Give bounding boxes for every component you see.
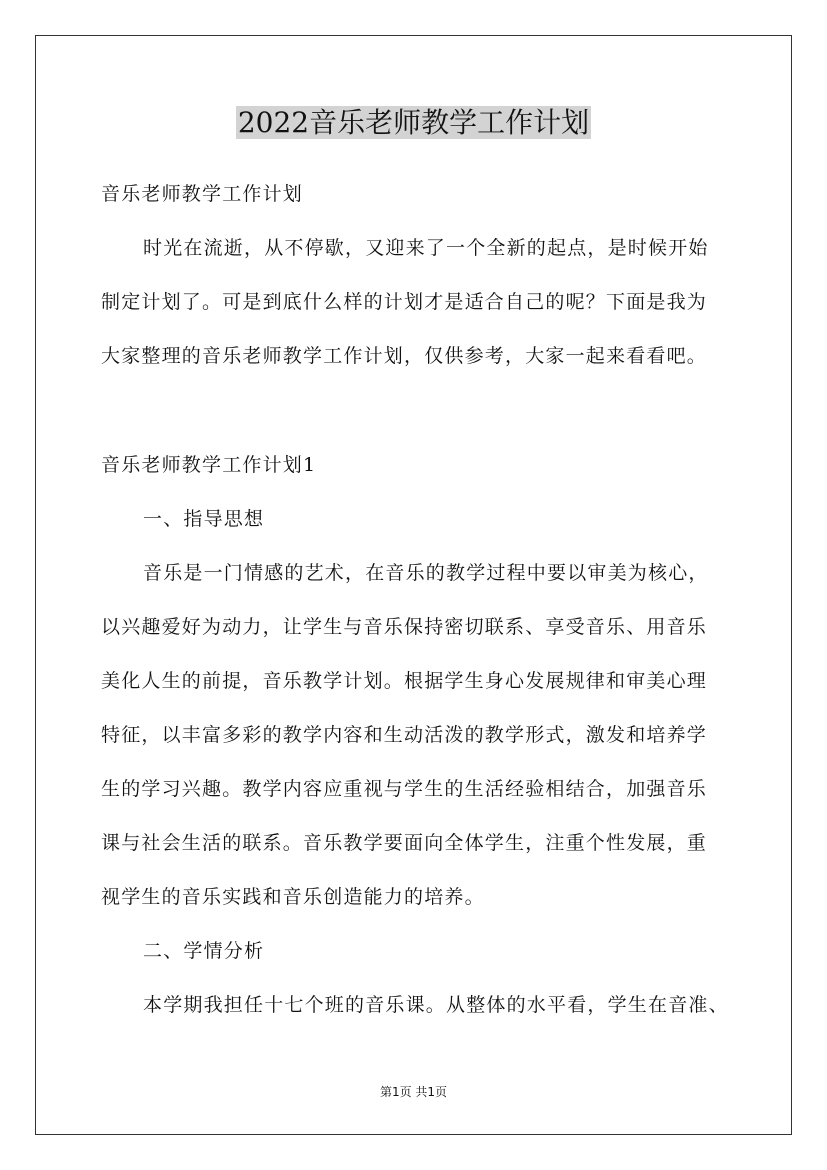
document-subtitle: 音乐老师教学工作计划: [101, 183, 304, 205]
section1-line-5: 生的学习兴趣。教学内容应重视与学生的生活经验相结合，加强音乐: [101, 778, 708, 800]
document-title-text: 2022音乐老师教学工作计划: [237, 106, 590, 139]
section1-line-1: 音乐是一门情感的艺术，在音乐的教学过程中要以审美为核心，: [143, 562, 709, 584]
section1-line-2: 以兴趣爱好为动力，让学生与音乐保持密切联系、享受音乐、用音乐: [101, 616, 708, 638]
document-title: [0, 103, 827, 143]
section2-heading: 二、学情分析: [143, 940, 265, 962]
section1-line-7: 视学生的音乐实践和音乐创造能力的培养。: [101, 886, 485, 908]
section1-line-6: 课与社会生活的联系。音乐教学要面向全体学生，注重个性发展，重: [101, 832, 708, 854]
intro-line-1: 时光在流逝，从不停歇，又迎来了一个全新的起点，是时候开始: [143, 237, 709, 259]
section2-line-1: 本学期我担任十七个班的音乐课。从整体的水平看，学生在音准、: [143, 994, 729, 1016]
section1-line-3: 美化人生的前提，音乐教学计划。根据学生身心发展规律和审美心理: [101, 670, 708, 692]
plan-heading: 音乐老师教学工作计划1: [101, 454, 317, 476]
page-footer: 第1页 共1页: [379, 1085, 448, 1099]
intro-line-3: 大家整理的音乐老师教学工作计划，仅供参考，大家一起来看看吧。: [101, 345, 708, 367]
intro-line-2: 制定计划了。可是到底什么样的计划才是适合自己的呢？下面是我为: [101, 291, 708, 313]
section1-line-4: 特征，以丰富多彩的教学内容和生动活泼的教学形式，激发和培养学: [101, 724, 708, 746]
section1-heading: 一、指导思想: [143, 508, 265, 530]
